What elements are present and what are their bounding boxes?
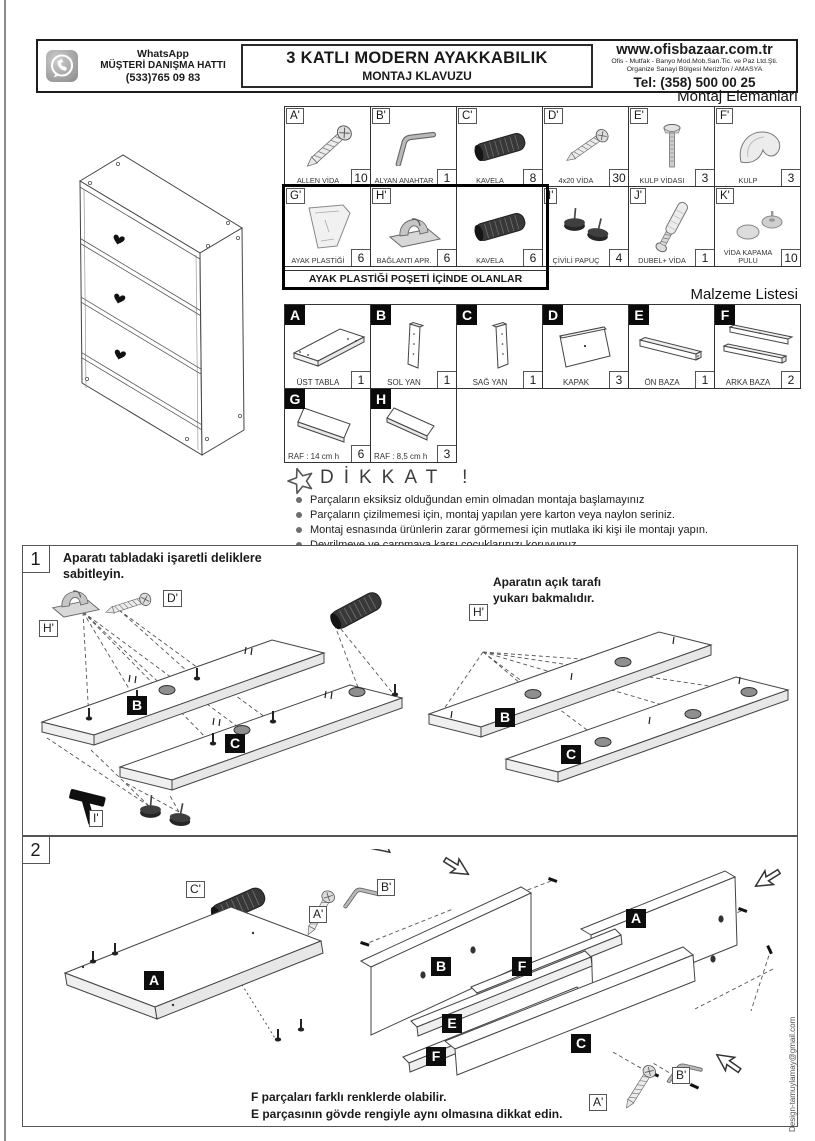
warning-text: Montaj esnasında ürünlerin zarar görmemesi için mutlaka iki kişi ile montajı yapın. bbox=[310, 524, 709, 536]
label-a-prime-bottom: A' bbox=[589, 1094, 607, 1111]
part-code: B' bbox=[372, 108, 390, 124]
part-name: KULP VİDASI bbox=[639, 175, 685, 185]
part-name: ÜST TABLA bbox=[296, 377, 340, 387]
part-name: KULP bbox=[738, 175, 758, 185]
step1-note: Aparatın açık tarafı yukarı bakmalıdır. bbox=[493, 575, 602, 605]
label-c-panel: C bbox=[571, 1034, 591, 1053]
part-name: ALYAN ANAHTAR bbox=[374, 175, 434, 185]
label-c-panel-right: C bbox=[561, 745, 581, 764]
part-letter: H bbox=[371, 389, 391, 409]
whatsapp-block bbox=[38, 48, 241, 84]
label-c-prime: C' bbox=[186, 881, 205, 898]
whatsapp-phone: (533)765 09 83 bbox=[125, 72, 201, 84]
hardware-cell-dubel-vida bbox=[629, 187, 715, 267]
part-name: SOL YAN bbox=[387, 377, 421, 387]
hardware-cell-alyan-anahtar bbox=[371, 107, 457, 187]
label-b-panel: B bbox=[127, 696, 147, 715]
part-qty: 3 bbox=[437, 445, 456, 462]
material-cell-sag-yan bbox=[457, 305, 543, 389]
part-letter: E bbox=[629, 305, 649, 325]
label-e-rail: E bbox=[442, 1014, 462, 1033]
part-qty: 1 bbox=[437, 371, 456, 388]
hardware-cell-kavela-bag bbox=[457, 187, 543, 267]
part-name: DUBEL+ VİDA bbox=[638, 255, 686, 265]
part-letter: G bbox=[285, 389, 305, 409]
label-b-panel: B bbox=[431, 957, 451, 976]
part-letter: C bbox=[457, 305, 477, 325]
part-qty: 8 bbox=[523, 169, 542, 186]
bullet-icon bbox=[296, 527, 302, 533]
material-cell-on-baza bbox=[629, 305, 715, 389]
page-edge-line bbox=[4, 0, 6, 1141]
material-cell-sol-yan bbox=[371, 305, 457, 389]
material-cell-arka-baza bbox=[715, 305, 801, 389]
hardware-cell-allen-vida bbox=[285, 107, 371, 187]
header bbox=[36, 39, 798, 93]
part-name: VİDA KAPAMA PULU bbox=[723, 248, 773, 265]
part-qty: 3 bbox=[695, 169, 714, 186]
part-code: C' bbox=[458, 108, 477, 124]
part-letter: F bbox=[715, 305, 735, 325]
materials-table-row2 bbox=[284, 388, 457, 463]
label-a-panel-left: A bbox=[144, 971, 164, 990]
company-line2: Organize Sanayi Bölgesi Merizfon / AMASYA bbox=[626, 65, 763, 73]
part-qty: 6 bbox=[351, 445, 370, 462]
part-name: KAVELA bbox=[476, 255, 504, 265]
step1-instruction: Aparatı tabladaki işaretli deliklere sabitleyin. bbox=[63, 551, 262, 581]
hardware-cell-ayak-plastigi bbox=[285, 187, 371, 267]
part-name: SAĞ YAN bbox=[472, 377, 508, 387]
warning-item bbox=[296, 494, 796, 507]
part-name: KAPAK bbox=[562, 377, 590, 387]
hardware-cell-baglanti-aparati bbox=[371, 187, 457, 267]
material-cell-kapak bbox=[543, 305, 629, 389]
part-name: ÇİVİLİ PAPUÇ bbox=[552, 255, 600, 265]
website: www.ofisbazaar.com.tr bbox=[616, 41, 773, 58]
material-cell-raf-14 bbox=[285, 389, 371, 463]
step-number: 1 bbox=[22, 545, 50, 573]
company-block bbox=[593, 43, 796, 90]
label-i-prime: I' bbox=[89, 810, 103, 827]
part-code: H' bbox=[372, 188, 391, 204]
part-name: 4x20 VİDA bbox=[558, 175, 594, 185]
whatsapp-title: WhatsApp bbox=[137, 48, 189, 60]
part-code: G' bbox=[286, 188, 305, 204]
part-qty: 1 bbox=[695, 371, 714, 388]
step-2 bbox=[22, 836, 798, 1127]
title-box bbox=[241, 44, 593, 88]
part-name: RAF : 8,5 cm h bbox=[374, 451, 428, 461]
part-name: ARKA BAZA bbox=[725, 377, 771, 387]
warning-item bbox=[296, 524, 796, 537]
part-qty: 1 bbox=[351, 371, 370, 388]
materials-table bbox=[284, 304, 801, 389]
label-a-panel: A bbox=[626, 909, 646, 928]
part-code: J' bbox=[630, 188, 646, 204]
cabinet-drawing bbox=[50, 138, 250, 463]
part-name: AYAK PLASTİĞİ bbox=[291, 255, 345, 265]
part-name: BAĞLANTI APR. bbox=[376, 255, 432, 265]
part-code: I' bbox=[544, 188, 557, 204]
label-f-rail-1: F bbox=[512, 957, 532, 976]
part-code: E' bbox=[630, 108, 648, 124]
hardware-cell-kulp bbox=[715, 107, 801, 187]
hardware-cell-kulp-vidasi bbox=[629, 107, 715, 187]
part-qty: 2 bbox=[781, 371, 800, 388]
bullet-icon bbox=[296, 497, 302, 503]
warning-text: Parçaların çizilmemesi için, montaj yapılan yere karton veya naylon seriniz. bbox=[310, 509, 675, 521]
part-name: RAF : 14 cm h bbox=[288, 451, 340, 461]
part-qty: 10 bbox=[351, 169, 370, 186]
warning-title: DİKKAT ! bbox=[320, 467, 478, 488]
part-letter: A bbox=[285, 305, 305, 325]
material-cell-raf-85 bbox=[371, 389, 457, 463]
label-h-prime-right: H' bbox=[469, 604, 488, 621]
step1-left-diagram bbox=[27, 570, 407, 832]
part-qty: 3 bbox=[609, 371, 628, 388]
hardware-heading: Montaj Elemanları bbox=[677, 88, 798, 105]
part-code: K' bbox=[716, 188, 734, 204]
part-qty: 6 bbox=[437, 249, 456, 266]
whatsapp-line: MÜŞTERİ DANIŞMA HATTI bbox=[100, 60, 226, 71]
page-subtitle: MONTAJ KLAVUZU bbox=[362, 69, 472, 83]
hardware-table bbox=[284, 106, 801, 267]
whatsapp-icon bbox=[45, 49, 79, 83]
star-icon bbox=[286, 466, 316, 496]
part-code: D' bbox=[544, 108, 563, 124]
step-number: 2 bbox=[22, 836, 50, 864]
hardware-cell-kavela bbox=[457, 107, 543, 187]
phone: Tel: (358) 500 00 25 bbox=[633, 74, 756, 90]
step2-note-2: E parçasının gövde rengiyle aynı olmasına dikkat edin. bbox=[251, 1107, 563, 1121]
bullet-icon bbox=[296, 512, 302, 518]
bag-note: AYAK PLASTİĞİ POŞETİ İÇİNDE OLANLAR bbox=[285, 270, 546, 287]
label-c-panel: C bbox=[225, 734, 245, 753]
label-b-panel-right: B bbox=[495, 708, 515, 727]
part-letter: B bbox=[371, 305, 391, 325]
part-qty: 10 bbox=[781, 249, 800, 266]
warning-text: Parçaların eksiksiz olduğundan emin olmadan montaja başlamayınız bbox=[310, 494, 645, 506]
part-name: ALLEN VİDA bbox=[296, 175, 340, 185]
step2-note-1: F parçaları farklı renklerde olabilir. bbox=[251, 1090, 447, 1104]
part-letter: D bbox=[543, 305, 563, 325]
label-b-prime-top: B' bbox=[377, 879, 395, 896]
part-name: KAVELA bbox=[476, 175, 504, 185]
label-h-prime: H' bbox=[39, 620, 58, 637]
label-a-prime-top: A' bbox=[309, 906, 327, 923]
part-qty: 6 bbox=[351, 249, 370, 266]
label-b-prime-bottom: B' bbox=[672, 1067, 690, 1084]
page-title: 3 KATLI MODERN AYAKKABILIK bbox=[286, 49, 548, 67]
part-qty: 6 bbox=[523, 249, 542, 266]
part-code: F' bbox=[716, 108, 733, 124]
part-qty: 1 bbox=[695, 249, 714, 266]
label-d-prime: D' bbox=[163, 590, 182, 607]
designer-credit: Design-tamuylamay@gmail.com bbox=[788, 1016, 797, 1132]
step2-right-diagram bbox=[353, 849, 795, 1105]
part-qty: 30 bbox=[609, 169, 628, 186]
hardware-cell-4x20-vida bbox=[543, 107, 629, 187]
part-code: A' bbox=[286, 108, 304, 124]
step-1 bbox=[22, 545, 798, 836]
part-qty: 4 bbox=[609, 249, 628, 266]
part-qty: 1 bbox=[437, 169, 456, 186]
material-cell-ust-tabla bbox=[285, 305, 371, 389]
part-qty: 3 bbox=[781, 169, 800, 186]
materials-heading: Malzeme Listesi bbox=[690, 286, 798, 303]
part-qty: 1 bbox=[523, 371, 542, 388]
hardware-cell-vida-kapama-pulu bbox=[715, 187, 801, 267]
label-f-rail-2: F bbox=[426, 1047, 446, 1066]
part-name: ÖN BAZA bbox=[644, 377, 680, 387]
company-line1: Ofis - Mutfak - Banyo Mod.Mob.San.Tic. ve Paz Ltd.Şti. bbox=[611, 57, 778, 65]
warning-item bbox=[296, 509, 796, 522]
hardware-cell-civili-papuc bbox=[543, 187, 629, 267]
